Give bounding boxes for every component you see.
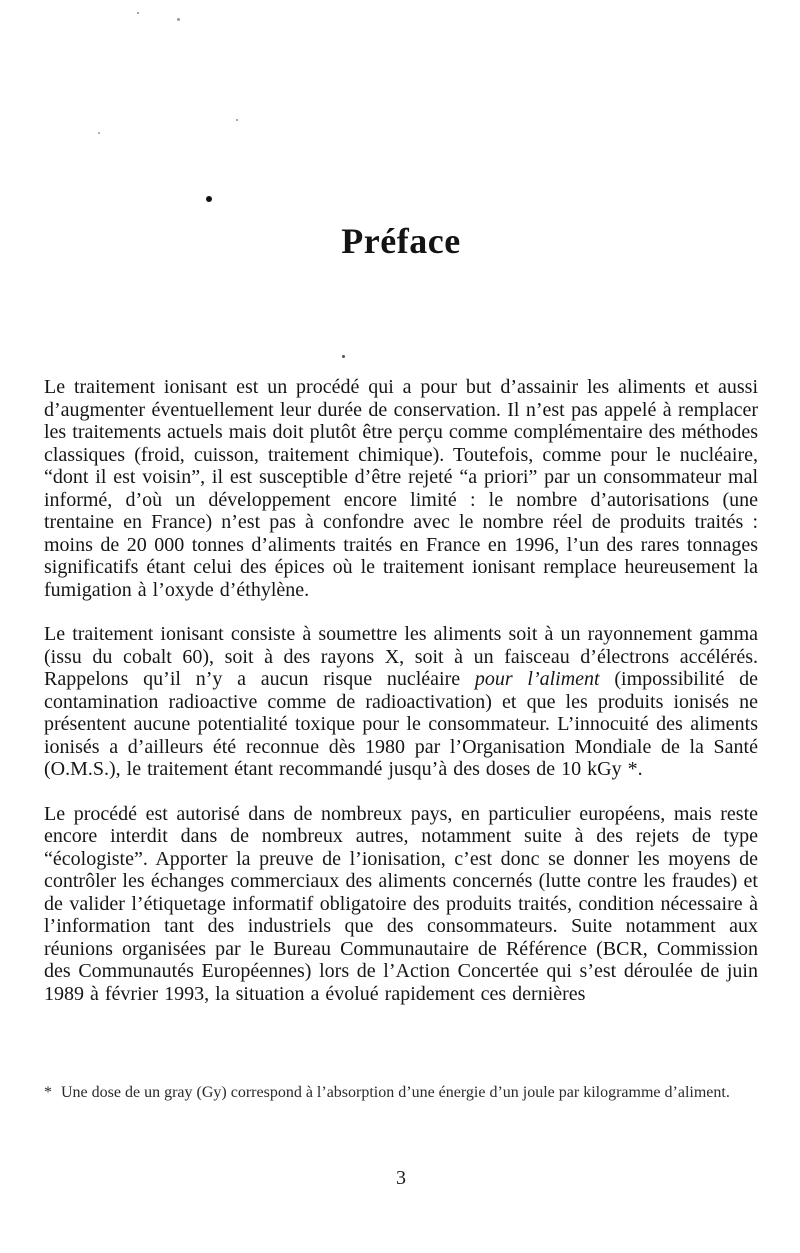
- scan-speck: [177, 18, 180, 21]
- paragraph-1-text: Le traitement ionisant est un procédé qui a pour but d’assainir les aliments et aussi d’augmenter éventuellement leur durée de conservation. Il n’est pas appelé à remplacer les traitements actuels mais doit plutôt être perçu comme complémentaire des méthodes classiques (froid, cuisson, traitement chimique). Toutefois, comme pour le nucléaire, “dont il est voisin”, il est susceptible d’être rejeté “a priori” par un consommateur mal informé, d’où un développement encore limité : le nombre d’autorisations (une trentaine en France) n’est pas à confondre avec le nombre réel de produits traités : moins de 20 000 tonnes d’aliments traités en France en 1996, l’un des rares tonnages significatifs étant celui des épices où le traitement ionisant remplace heureusement la fumigation à l’oxyde d’éthylène.: [44, 376, 758, 601]
- scan-speck: [236, 119, 238, 121]
- paragraph-2-text-before: Le traitement ionisant consiste à soumettre les aliments soit à un rayonnement gamma (issu du cobalt 60), soit à des rayons X, soit à un faisceau d’électrons accélérés. Rappelons qu’il n’y a aucun risque nucléaire: [44, 623, 758, 690]
- footnote-text: Une dose de un gray (Gy) correspond à l’absorption d’une énergie d’un joule par kilogramme d’aliment.: [61, 1084, 730, 1101]
- paragraph-2: [44, 623, 758, 781]
- scan-speck: [206, 196, 212, 202]
- paragraph-1: [44, 376, 758, 601]
- paragraph-2-text-after: (impossibilité de contamination radioactive comme de radioactivation) et que les produits ionisés ne présentent aucune potentialité toxique pour le consommateur. L’innocuité des aliments ionisés a d’ailleurs été reconnue dès 1980 par l’Organisation Mondiale de la Santé (O.M.S.), le traitement étant recommandé jusqu’à des doses de 10 kGy *.: [44, 668, 758, 780]
- footnote-marker: *: [44, 1084, 52, 1101]
- page-number: 3: [396, 1167, 406, 1189]
- paragraph-2-italic-phrase: pour l’aliment: [474, 668, 600, 690]
- scan-speck: [342, 355, 345, 358]
- scan-speck: [137, 12, 139, 14]
- footnote: [44, 1082, 758, 1103]
- scan-speck: [98, 132, 100, 134]
- paragraph-3: [44, 803, 758, 1006]
- page-title: Préface: [341, 221, 461, 261]
- body-text: [44, 376, 758, 1027]
- paragraph-3-text: Le procédé est autorisé dans de nombreux pays, en particulier européens, mais reste encore interdit dans de nombreux autres, notamment suite à des rejets de type “écologiste”. Apporter la preuve de l’ionisation, c’est donc se donner les moyens de contrôler les échanges commerciaux des aliments concernés (lutte contre les fraudes) et de valider l’étiquetage informatif obligatoire des produits traités, condition nécessaire à l’information tant des industriels que des consommateurs. Suite notamment aux réunions organisées par le Bureau Communautaire de Référence (BCR, Commission des Communautés Européennes) lors de l’Action Concertée qui s’est déroulée de juin 1989 à février 1993, la situation a évolué rapidement ces dernières: [44, 802, 758, 1005]
